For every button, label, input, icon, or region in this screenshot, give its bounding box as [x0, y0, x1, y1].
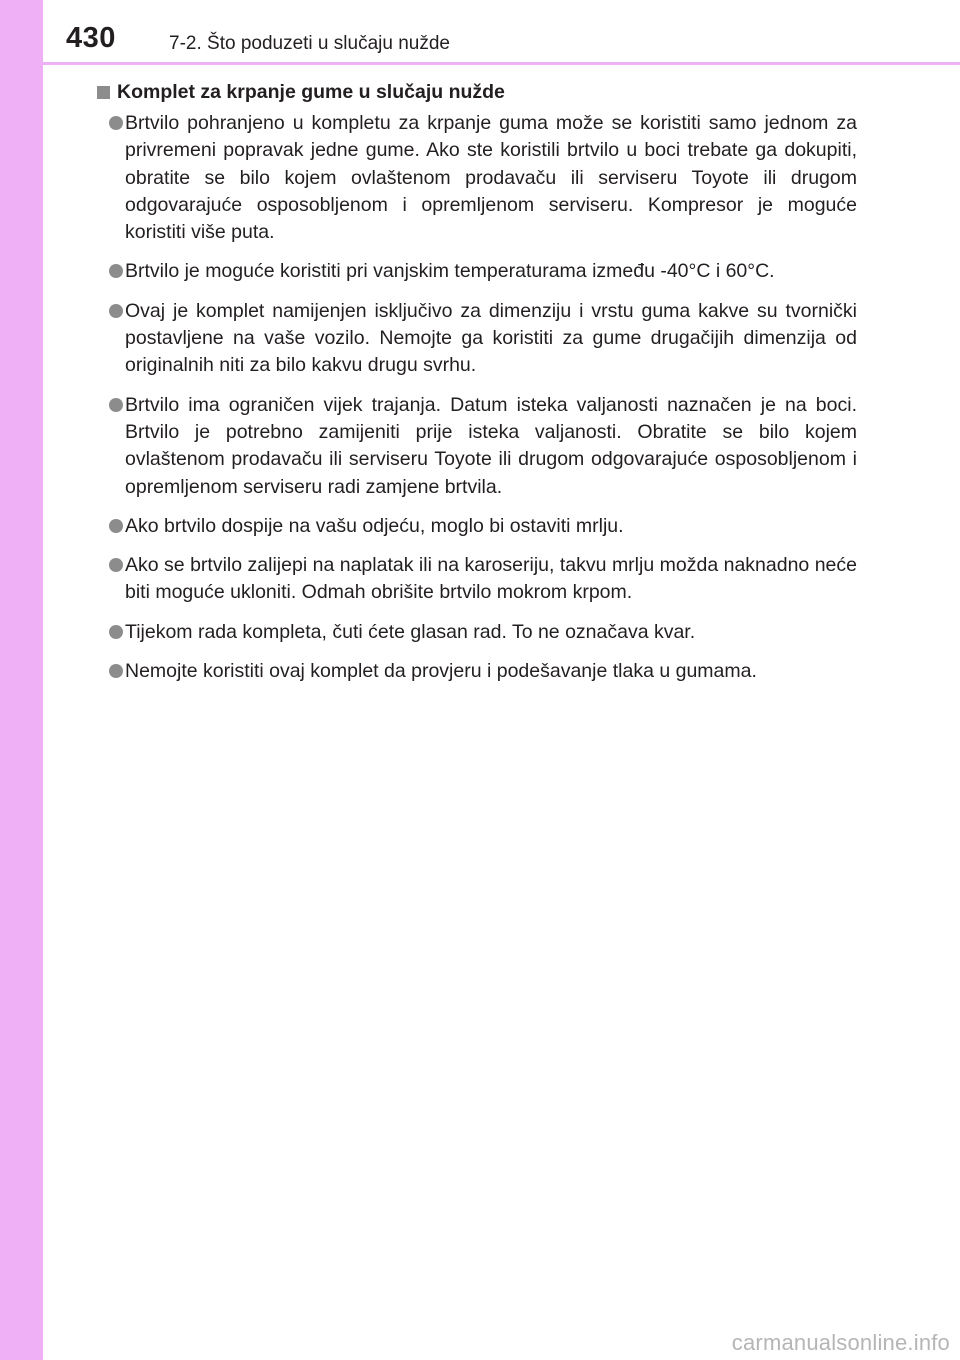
list-item	[97, 258, 857, 285]
list-item-text: Brtvilo pohranjeno u kompletu za krpanje guma može se koristiti samo jednom za privremeni popravak jedne gume. Ako ste koristili brtvilo u boci trebate ga dokupiti, obratite se bilo kojem ovlaštenom prodavaču ili serviseru Toyote ili drugom odgovarajuće osposobljenom i opremljenom serviseru. Kompresor je moguće koristiti više puta.	[125, 112, 857, 244]
circle-bullet-icon	[109, 664, 123, 678]
list-item	[97, 513, 857, 540]
list-item-text: Brtvilo je moguće koristiti pri vanjskim temperaturama između -40°C i 60°C.	[125, 260, 775, 283]
list-item-text: Ako se brtvilo zalijepi na naplatak ili na karoseriju, takvu mrlju možda naknadno neće biti moguće ukloniti. Odmah obrišite brtvilo mokrom krpom.	[125, 554, 857, 604]
square-bullet-icon	[97, 86, 110, 99]
circle-bullet-icon	[109, 304, 123, 318]
list-item	[97, 552, 857, 607]
list-item-text: Tijekom rada kompleta, čuti ćete glasan rad. To ne označava kvar.	[125, 620, 696, 643]
header-divider	[43, 62, 960, 65]
list-item	[97, 110, 857, 246]
circle-bullet-icon	[109, 116, 123, 130]
list-item	[97, 298, 857, 380]
list-item-text: Ovaj je komplet namijenjen isključivo za dimenziju i vrstu guma kakve su tvornički postavljene na vaše vozilo. Nemojte ga koristiti za gume drugačijih dimenzija od originalnih niti za bilo kakvu drugu svrhu.	[125, 299, 857, 377]
circle-bullet-icon	[109, 625, 123, 639]
list-item-text: Ako brtvilo dospije na vašu odjeću, moglo bi ostaviti mrlju.	[125, 514, 624, 537]
list-item	[97, 392, 857, 501]
bullet-list	[97, 110, 857, 685]
chapter-title: 7-2. Što poduzeti u slučaju nužde	[169, 33, 450, 54]
side-color-band	[0, 0, 43, 1360]
section-title: Komplet za krpanje gume u slučaju nužde	[117, 81, 505, 103]
circle-bullet-icon	[109, 558, 123, 572]
circle-bullet-icon	[109, 398, 123, 412]
circle-bullet-icon	[109, 519, 123, 533]
watermark-text: carmanualsonline.info	[731, 1330, 950, 1355]
list-item-text: Brtvilo ima ograničen vijek trajanja. Datum isteka valjanosti naznačen je na boci. Brtvilo je potrebno zamijeniti prije isteka valjanosti. Obratite se bilo kojem ovlaštenom prodavaču ili serviseru Toyote ili drugom odgovarajuće osposobljenom i opremljenom serviseru radi zamjene brtvila.	[125, 393, 857, 498]
page-content	[97, 78, 857, 697]
list-item	[97, 658, 857, 685]
circle-bullet-icon	[109, 264, 123, 278]
list-item-text: Nemojte koristiti ovaj komplet da provjeru i podešavanje tlaka u gumama.	[125, 660, 757, 683]
page-number: 430	[66, 22, 116, 54]
page-header	[0, 0, 960, 64]
section-heading	[97, 78, 857, 106]
list-item	[97, 619, 857, 646]
